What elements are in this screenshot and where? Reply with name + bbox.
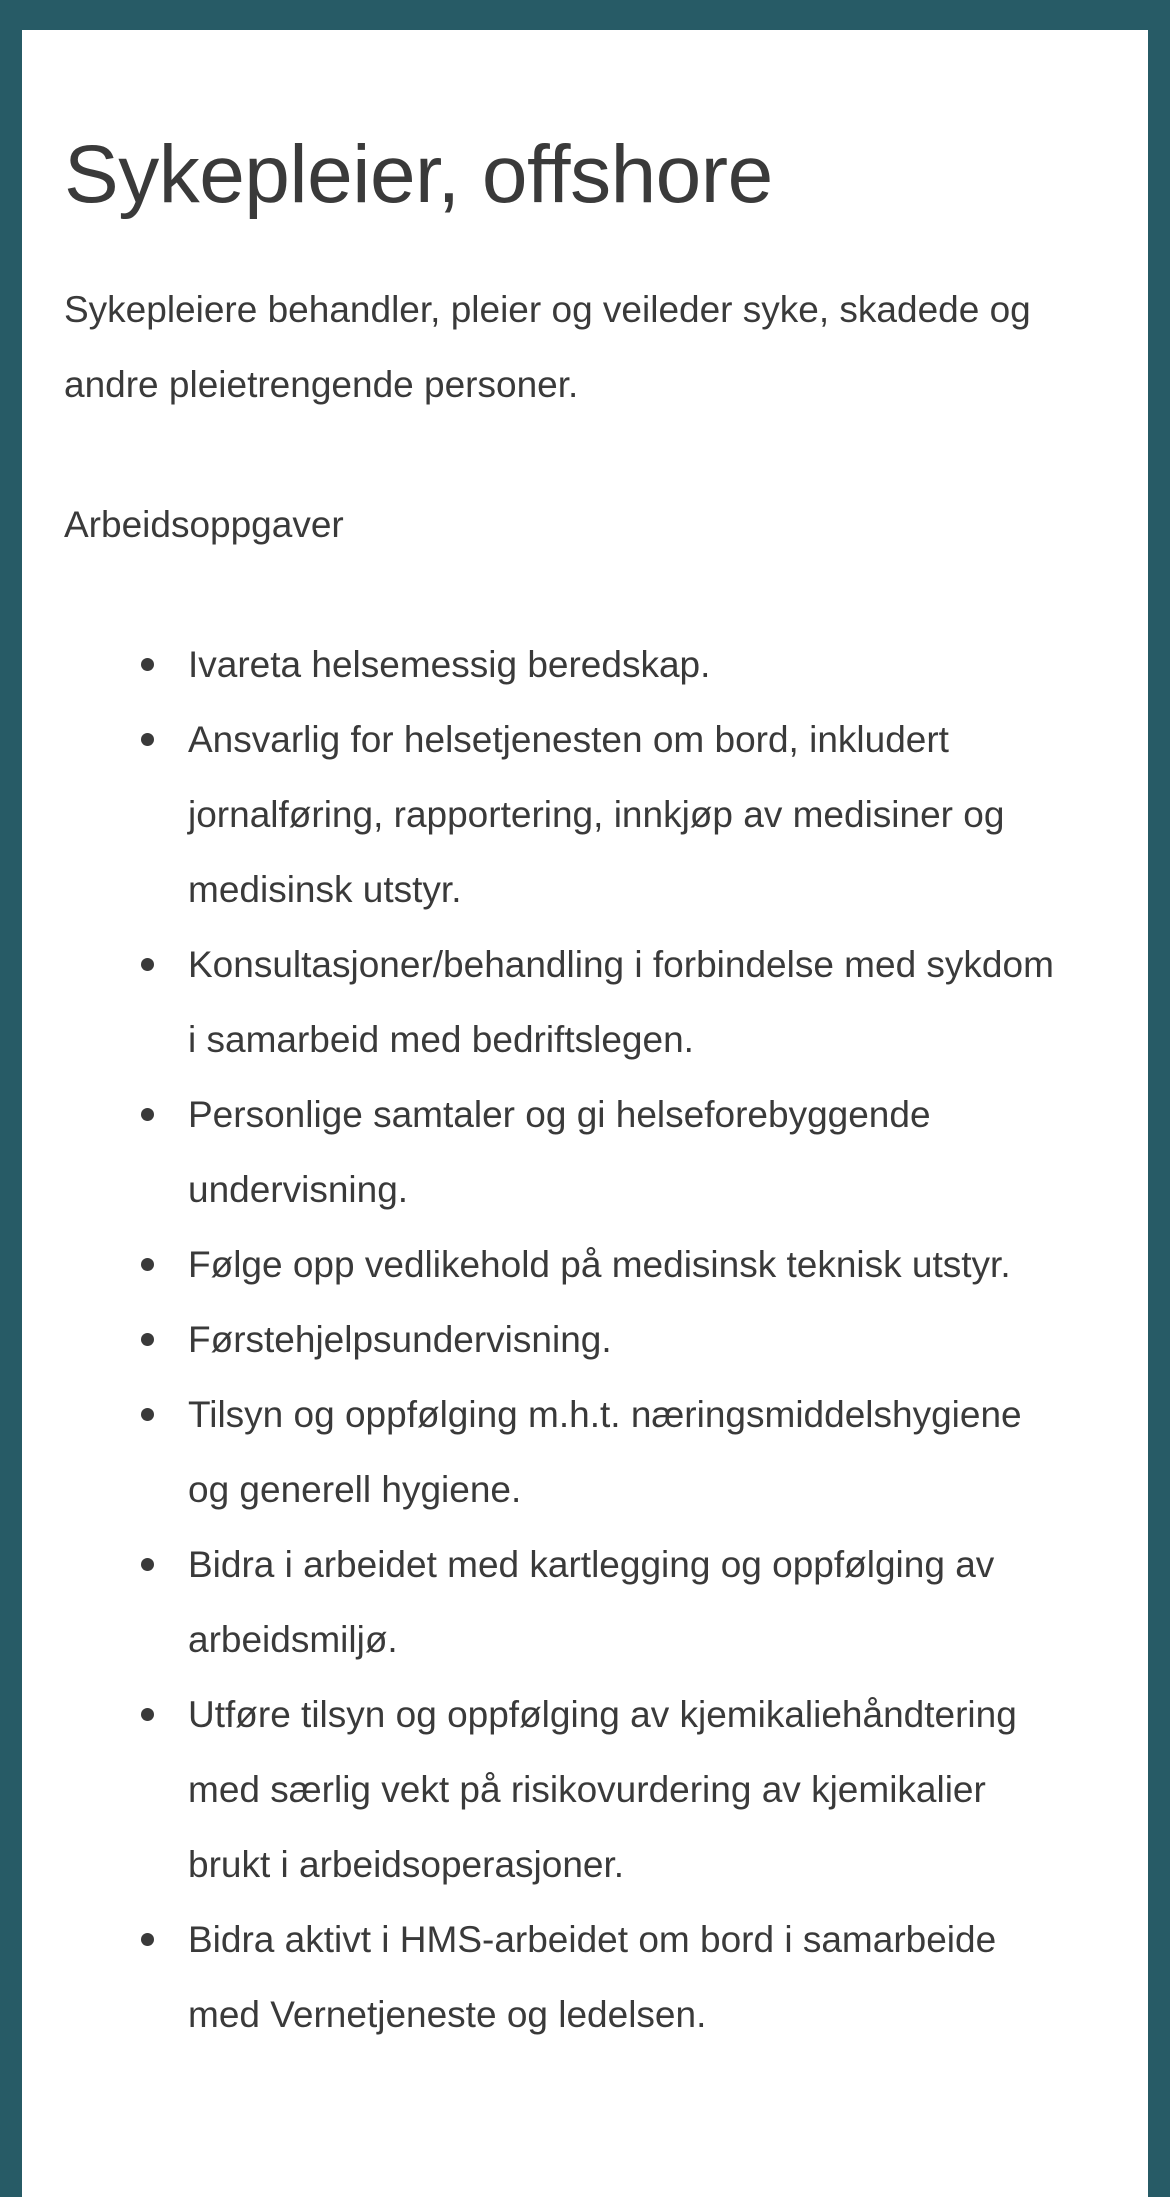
list-item xyxy=(64,1677,1064,1902)
bullet-icon xyxy=(141,1558,154,1571)
list-item-text: Utføre tilsyn og oppfølging av kjemikaliehåndtering med særlig vekt på risikovurdering av kjemikalier brukt i arbeidsoperasjoner. xyxy=(188,1694,1017,1885)
list-item-text: Personlige samtaler og gi helseforebyggende undervisning. xyxy=(188,1094,931,1210)
list-item xyxy=(64,1227,1064,1302)
list-item xyxy=(64,1902,1064,2052)
page-title: Sykepleier, offshore xyxy=(64,129,773,220)
list-item-text: Bidra i arbeidet med kartlegging og oppfølging av arbeidsmiljø. xyxy=(188,1544,995,1660)
list-item xyxy=(64,1077,1064,1227)
list-item-text: Ivareta helsemessig beredskap. xyxy=(188,644,711,685)
list-item xyxy=(64,1302,1064,1377)
list-item-text: Følge opp vedlikehold på medisinsk teknisk utstyr. xyxy=(188,1244,1011,1285)
list-item xyxy=(64,1527,1064,1677)
list-item-text: Ansvarlig for helsetjenesten om bord, inkludert jornalføring, rapportering, innkjøp av medisiner og medisinsk utstyr. xyxy=(188,719,1005,910)
list-item xyxy=(64,927,1064,1077)
list-item xyxy=(64,1377,1064,1527)
list-item-text: Bidra aktivt i HMS-arbeidet om bord i samarbeide med Vernetjeneste og ledelsen. xyxy=(188,1919,997,2035)
bullet-icon xyxy=(141,958,154,971)
bullet-icon xyxy=(141,1333,154,1346)
bullet-icon xyxy=(141,1933,154,1946)
list-item-text: Førstehjelpsundervisning. xyxy=(188,1319,612,1360)
list-item xyxy=(64,627,1064,702)
bullet-icon xyxy=(141,1708,154,1721)
list-item-text: Tilsyn og oppfølging m.h.t. næringsmiddelshygiene og generell hygiene. xyxy=(188,1394,1022,1510)
bullet-icon xyxy=(141,1258,154,1271)
content-card xyxy=(22,30,1148,2197)
intro-text: Sykepleiere behandler, pleier og veileder syke, skadede og andre pleietrengende personer. xyxy=(64,289,1031,405)
bullet-icon xyxy=(141,1408,154,1421)
section-heading-tasks: Arbeidsoppgaver xyxy=(64,504,344,545)
list-item xyxy=(64,702,1064,927)
list-item-text: Konsultasjoner/behandling i forbindelse med sykdom i samarbeid med bedriftslegen. xyxy=(188,944,1054,1060)
bullet-icon xyxy=(141,658,154,671)
bullet-icon xyxy=(141,1108,154,1121)
task-list xyxy=(64,627,1104,2052)
bullet-icon xyxy=(141,733,154,746)
